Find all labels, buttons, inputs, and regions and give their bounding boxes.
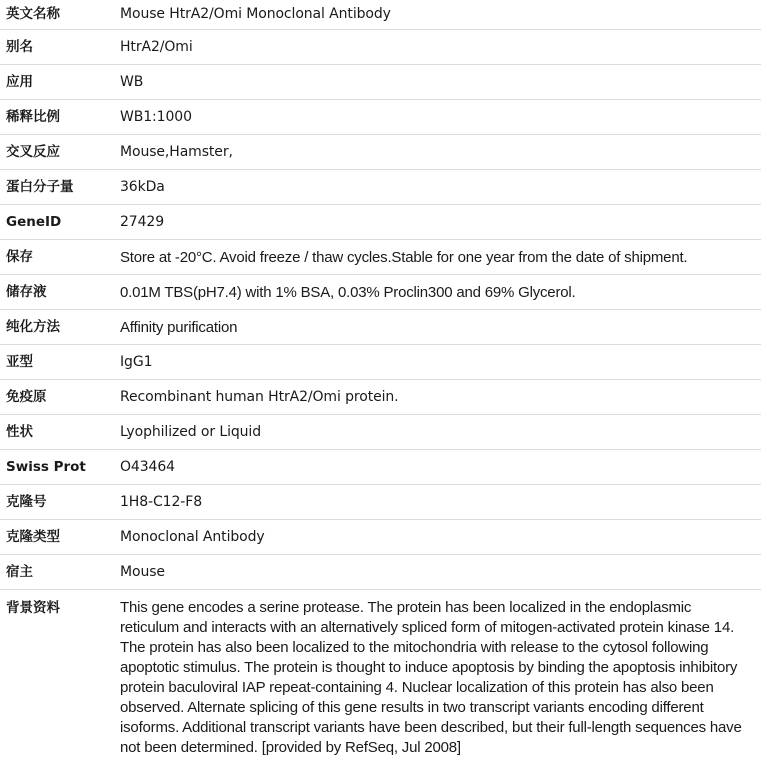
spec-row-clonality — [0, 520, 761, 555]
spec-label: 背景资料 — [6, 600, 60, 616]
spec-label: 免疫原 — [6, 389, 47, 405]
spec-value: Monoclonal Antibody — [120, 529, 265, 545]
spec-row-isotype — [0, 345, 761, 380]
spec-row-clone-number — [0, 485, 761, 520]
spec-row-swiss-prot — [0, 450, 761, 485]
spec-value: 27429 — [120, 214, 165, 230]
spec-label: 保存 — [6, 249, 33, 265]
spec-row-gene-id — [0, 205, 761, 240]
spec-row-cross-reactivity — [0, 135, 761, 170]
spec-label: 纯化方法 — [6, 319, 60, 335]
spec-label: 蛋白分子量 — [6, 179, 74, 195]
spec-row-application — [0, 65, 761, 100]
spec-value: Recombinant human HtrA2/Omi protein. — [120, 389, 399, 405]
spec-row-purification — [0, 310, 761, 345]
spec-row-host — [0, 555, 761, 590]
spec-value: WB1:1000 — [120, 109, 192, 125]
spec-value: IgG1 — [120, 354, 153, 370]
spec-value: O43464 — [120, 459, 175, 475]
spec-value: 36kDa — [120, 179, 165, 195]
spec-row-storage-buffer — [0, 275, 761, 310]
spec-label: 克隆类型 — [6, 529, 60, 545]
spec-value: Store at -20°C. Avoid freeze / thaw cycles.Stable for one year from the date of shipment. — [120, 249, 688, 266]
spec-row-form — [0, 415, 761, 450]
spec-label: 亚型 — [6, 354, 33, 370]
spec-row-immunogen — [0, 380, 761, 415]
spec-value: Mouse HtrA2/Omi Monoclonal Antibody — [120, 6, 391, 22]
spec-value: 1H8-C12-F8 — [120, 494, 202, 510]
spec-label: 英文名称 — [6, 6, 60, 22]
spec-label: 应用 — [6, 74, 33, 90]
spec-value: HtrA2/Omi — [120, 39, 193, 55]
spec-row-dilution — [0, 100, 761, 135]
spec-value: Lyophilized or Liquid — [120, 424, 261, 440]
spec-value: Mouse,Hamster, — [120, 144, 233, 160]
spec-row-background — [0, 590, 761, 758]
spec-row-english-name — [0, 0, 761, 30]
spec-label: 稀释比例 — [6, 109, 60, 125]
spec-row-molecular-weight — [0, 170, 761, 205]
spec-value-background: This gene encodes a serine protease. The protein has been localized in the endoplasmic reticulum and interacts with an alternatively spliced form of mitogen-activated protein kinase 14. The protein has also been localized to the mitochondria with release to the cytosol following apoptotic stimulus. The protein is thought to induce apoptosis by binding the apoptosis inhibitory protein baculoviral IAP repeat-containing 4. Nuclear localization of this protein has also been observed. Alternate splicing of this gene results in two transcript variants encoding different isoforms. Additional transcript variants have been described, but their full-length sequences have not been determined. [provided by RefSeq, Jul 2008] — [120, 599, 742, 756]
spec-label: 储存液 — [6, 284, 47, 300]
spec-row-alias — [0, 30, 761, 65]
spec-value: 0.01M TBS(pH7.4) with 1% BSA, 0.03% Proclin300 and 69% Glycerol. — [120, 284, 576, 301]
spec-value: Mouse — [120, 564, 165, 580]
spec-label: 宿主 — [6, 564, 33, 580]
spec-label: Swiss Prot — [6, 459, 86, 475]
spec-value: Affinity purification — [120, 319, 238, 336]
spec-label: 性状 — [6, 424, 33, 440]
spec-label: 克隆号 — [6, 494, 47, 510]
spec-value: WB — [120, 74, 144, 90]
spec-label: 别名 — [6, 39, 33, 55]
spec-row-storage — [0, 240, 761, 275]
spec-label: 交叉反应 — [6, 144, 60, 160]
spec-label: GeneID — [6, 214, 62, 230]
